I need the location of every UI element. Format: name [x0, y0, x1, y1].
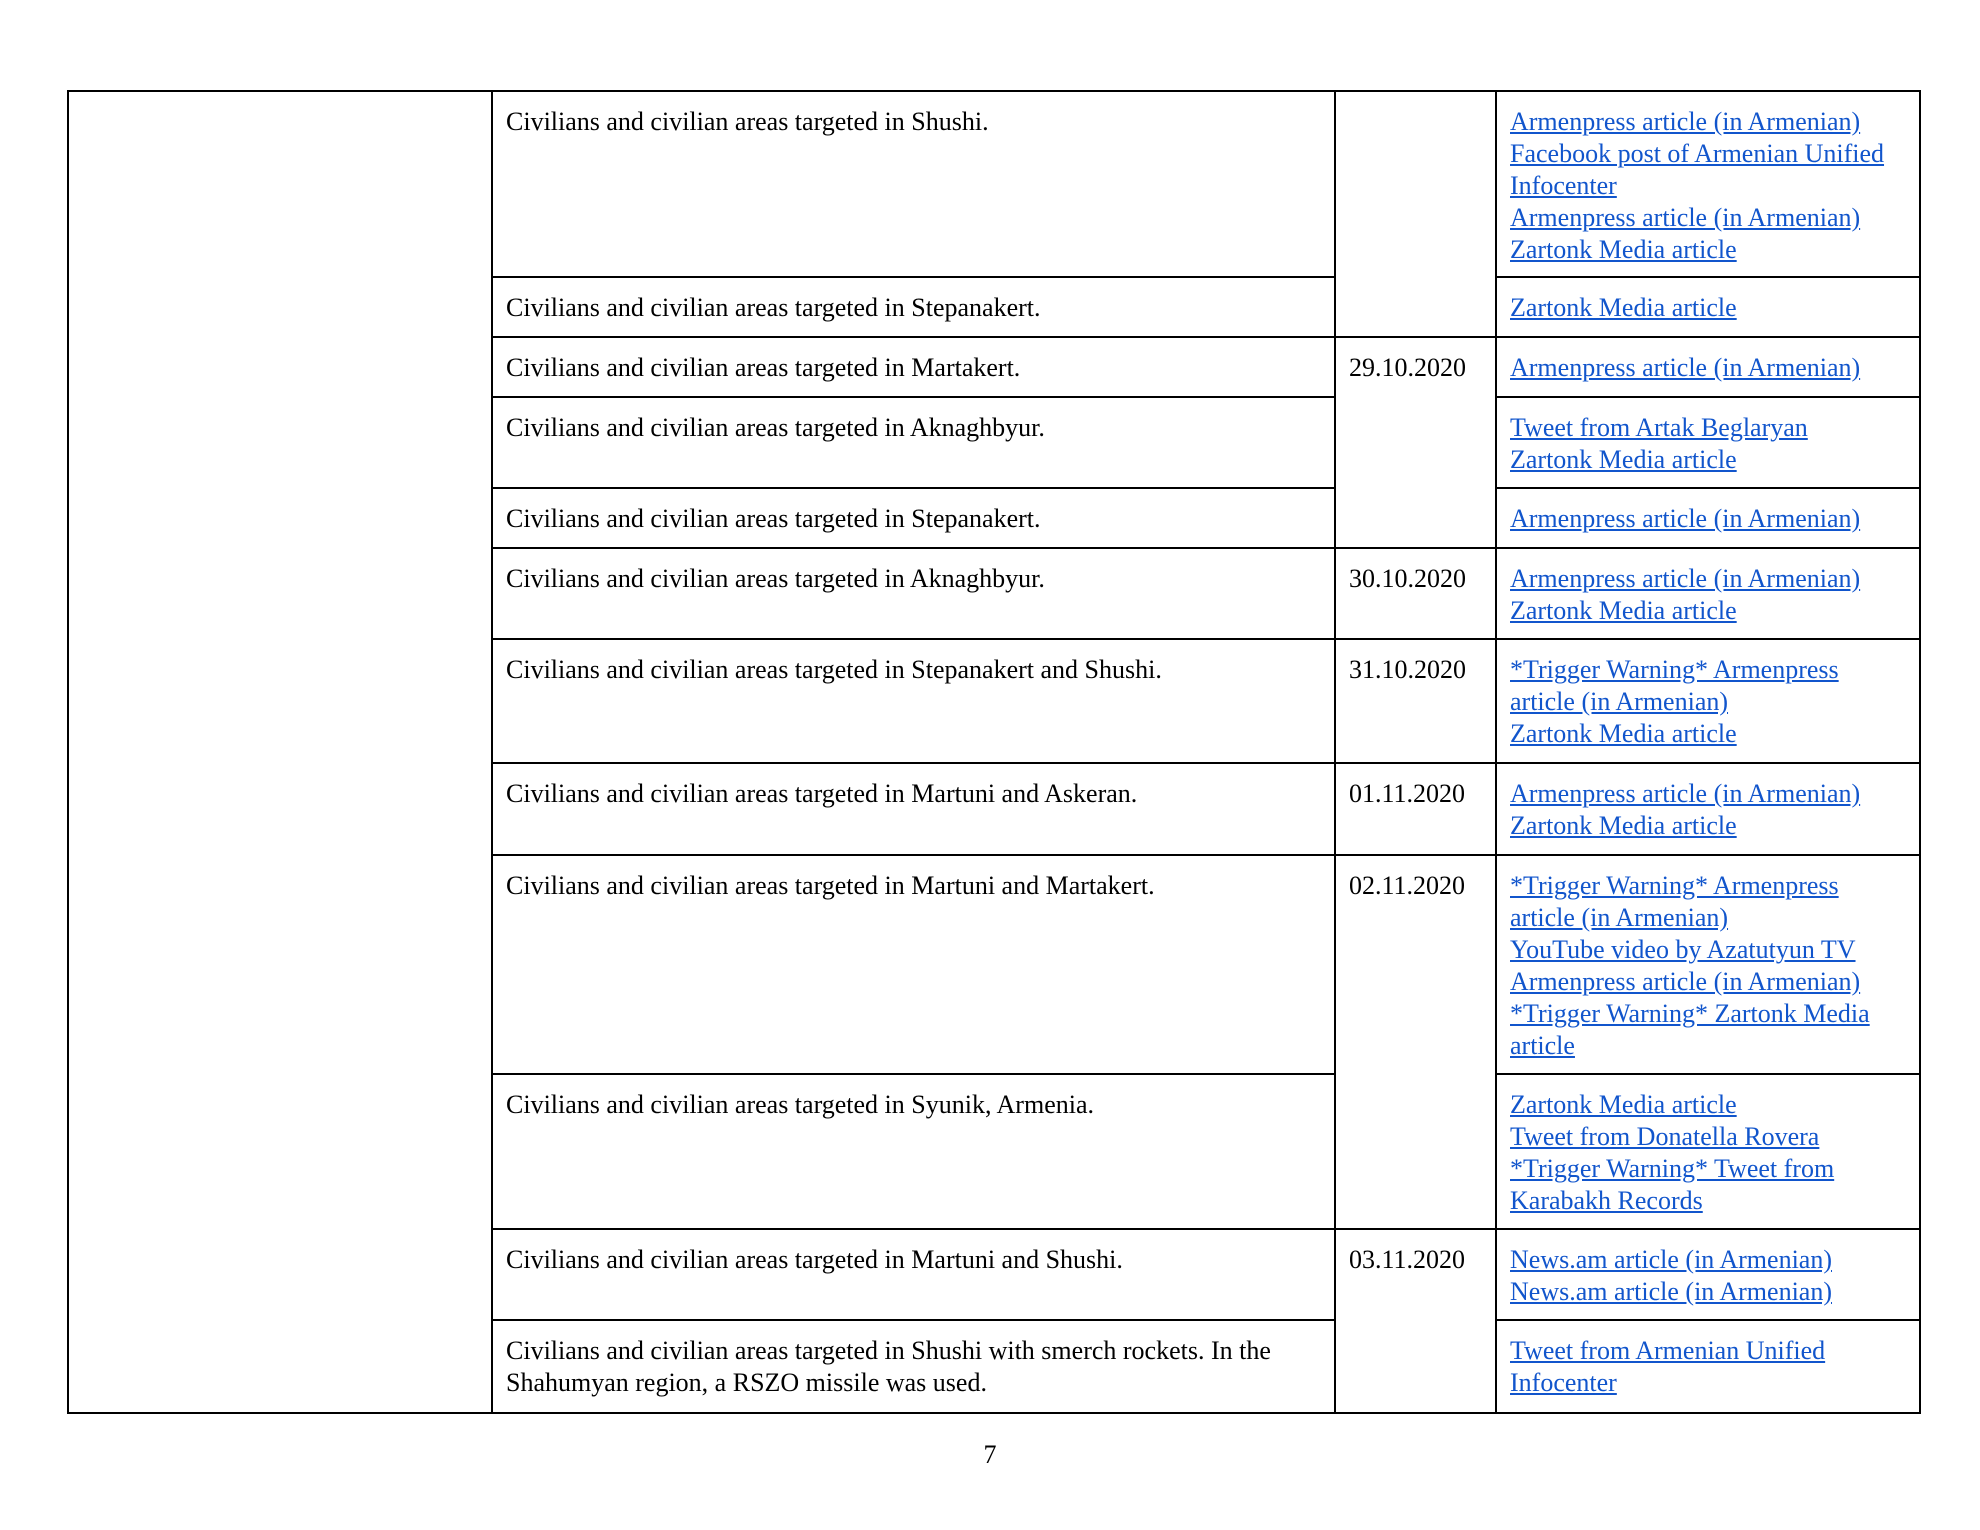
sources-cell: [1496, 1320, 1920, 1413]
source-link[interactable]: Armenpress article (in Armenian): [1510, 107, 1861, 136]
source-link[interactable]: Zartonk Media article: [1510, 719, 1737, 748]
sources-cell: [1496, 277, 1920, 337]
table-row: [68, 91, 1920, 277]
sources-cell: [1496, 1229, 1920, 1320]
source-link[interactable]: Zartonk Media article: [1510, 293, 1737, 322]
sources-cell: [1496, 1074, 1920, 1229]
date-cell: 02.11.2020: [1335, 855, 1496, 1229]
sources-cell: [1496, 397, 1920, 488]
sources-cell: [1496, 488, 1920, 548]
description-cell: Civilians and civilian areas targeted in Stepanakert.: [492, 277, 1335, 337]
date-cell: 29.10.2020: [1335, 337, 1496, 548]
description-cell: Civilians and civilian areas targeted in Aknaghbyur.: [492, 548, 1335, 639]
date-cell: 01.11.2020: [1335, 763, 1496, 855]
source-link[interactable]: Zartonk Media article: [1510, 1090, 1737, 1119]
source-link[interactable]: Zartonk Media article: [1510, 596, 1737, 625]
source-link[interactable]: YouTube video by Azatutyun TV: [1510, 935, 1856, 964]
source-link[interactable]: Facebook post of Armenian Unified Infocenter: [1510, 139, 1885, 200]
sources-cell: [1496, 639, 1920, 763]
date-cell: [1335, 91, 1496, 337]
sources-cell: [1496, 337, 1920, 397]
source-link[interactable]: *Trigger Warning* Armenpress article (in Armenian): [1510, 655, 1839, 716]
page-number: 7: [983, 1440, 997, 1469]
source-link[interactable]: *Trigger Warning* Tweet from Karabakh Records: [1510, 1154, 1835, 1215]
description-cell: Civilians and civilian areas targeted in Martuni and Askeran.: [492, 763, 1335, 855]
description-cell: Civilians and civilian areas targeted in Syunik, Armenia.: [492, 1074, 1335, 1229]
date-cell: 31.10.2020: [1335, 639, 1496, 763]
description-cell: Civilians and civilian areas targeted in Martuni and Martakert.: [492, 855, 1335, 1074]
description-cell: Civilians and civilian areas targeted in Martakert.: [492, 337, 1335, 397]
description-cell: Civilians and civilian areas targeted in Aknaghbyur.: [492, 397, 1335, 488]
empty-category-cell: [68, 91, 492, 1413]
sources-cell: [1496, 855, 1920, 1074]
date-cell: 30.10.2020: [1335, 548, 1496, 639]
source-link[interactable]: News.am article (in Armenian): [1510, 1245, 1832, 1274]
source-link[interactable]: Tweet from Armenian Unified Infocenter: [1510, 1336, 1826, 1397]
source-link[interactable]: Tweet from Donatella Rovera: [1510, 1122, 1820, 1151]
date-cell: 03.11.2020: [1335, 1229, 1496, 1413]
source-link[interactable]: Armenpress article (in Armenian): [1510, 203, 1861, 232]
source-link[interactable]: Zartonk Media article: [1510, 811, 1737, 840]
source-link[interactable]: *Trigger Warning* Zartonk Media article: [1510, 999, 1870, 1060]
source-link[interactable]: News.am article (in Armenian): [1510, 1277, 1832, 1306]
source-link[interactable]: Tweet from Artak Beglaryan: [1510, 413, 1808, 442]
source-link[interactable]: Armenpress article (in Armenian): [1510, 779, 1861, 808]
source-link[interactable]: Zartonk Media article: [1510, 235, 1737, 264]
sources-cell: [1496, 763, 1920, 855]
description-cell: Civilians and civilian areas targeted in Stepanakert.: [492, 488, 1335, 548]
description-cell: Civilians and civilian areas targeted in Shushi.: [492, 91, 1335, 277]
source-link[interactable]: Armenpress article (in Armenian): [1510, 564, 1861, 593]
source-link[interactable]: Armenpress article (in Armenian): [1510, 353, 1861, 382]
description-cell: Civilians and civilian areas targeted in Stepanakert and Shushi.: [492, 639, 1335, 763]
sources-cell: [1496, 548, 1920, 639]
source-link[interactable]: *Trigger Warning* Armenpress article (in Armenian): [1510, 871, 1839, 932]
incident-table: [67, 90, 1921, 1414]
source-link[interactable]: Zartonk Media article: [1510, 445, 1737, 474]
source-link[interactable]: Armenpress article (in Armenian): [1510, 504, 1861, 533]
sources-cell: [1496, 91, 1920, 277]
source-link[interactable]: Armenpress article (in Armenian): [1510, 967, 1861, 996]
description-cell: Civilians and civilian areas targeted in Martuni and Shushi.: [492, 1229, 1335, 1320]
description-cell: Civilians and civilian areas targeted in Shushi with smerch rockets. In the Shahumyan region, a RSZO missile was used.: [492, 1320, 1335, 1413]
